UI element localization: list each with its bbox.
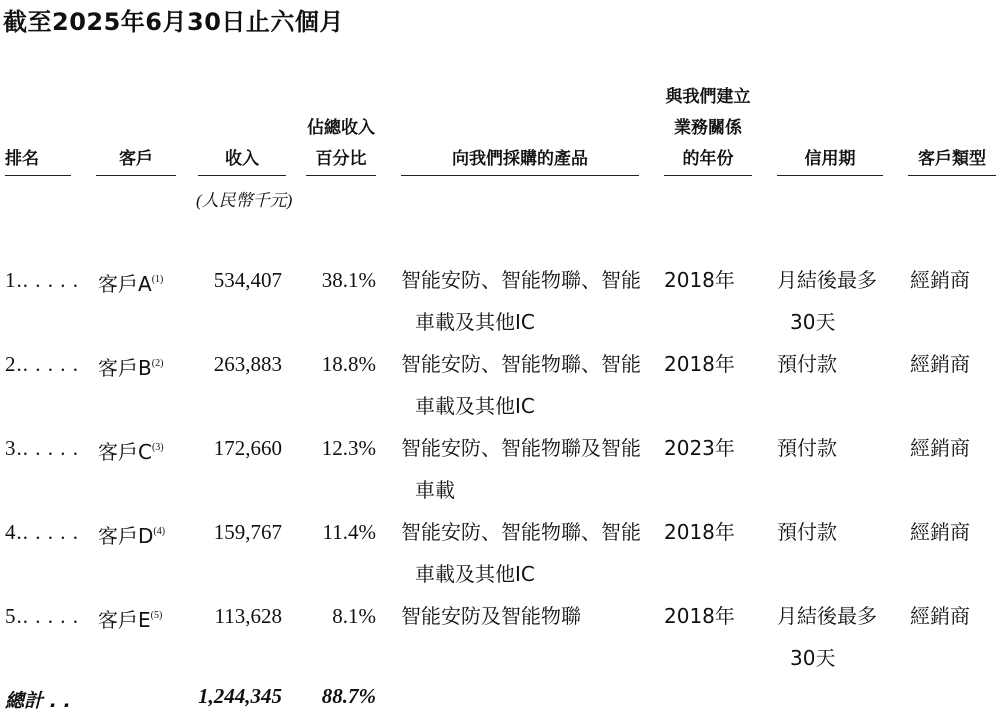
row-year: 2018年 <box>664 352 735 376</box>
row-customer-type: 經銷商 <box>910 604 970 628</box>
total-label: 總計 . . <box>5 690 71 712</box>
header-year-line2: 業務關係 <box>674 118 742 138</box>
row-customer: 客戶$E^{(5)}$ <box>98 608 163 632</box>
row-revenue: 172,660 <box>213 436 282 460</box>
row-revenue: 113,628 <box>214 604 282 628</box>
row-customer-type: 經銷商 <box>910 436 970 460</box>
header-rule-rank <box>5 175 71 176</box>
row-rank: 2.. . . . . <box>5 352 79 376</box>
row-products-line1: 智能安防、智能物聯、智能 <box>401 520 641 544</box>
row-credit-line1: 月結後最多 <box>777 604 877 628</box>
header-customer-type: 客戶類型 <box>918 149 986 169</box>
row-percentage: 8.1% <box>332 604 376 628</box>
header-rule-year <box>664 175 752 176</box>
row-year: 2018年 <box>664 604 735 628</box>
row-credit-line2: 30天 <box>790 310 836 334</box>
row-credit-line1: 預付款 <box>777 436 837 460</box>
row-customer-type: 經銷商 <box>910 352 970 376</box>
row-percentage: 12.3% <box>321 436 376 460</box>
header-year-line3: 的年份 <box>682 149 734 169</box>
row-year: 2018年 <box>664 268 735 292</box>
row-credit-line1: 月結後最多 <box>777 268 877 292</box>
header-rule-credit <box>777 175 883 176</box>
header-rule-customer-type <box>908 175 996 176</box>
header-year-line1: 與我們建立 <box>665 87 751 107</box>
row-products-line1: 智能安防、智能物聯、智能 <box>401 352 641 376</box>
row-products-line2: 車載 <box>415 478 455 502</box>
row-customer: 客戶$C^{(3)}$ <box>98 440 164 464</box>
row-products-line2: 車載及其他IC <box>415 562 535 586</box>
total-percentage: 88.7% <box>321 684 376 708</box>
row-rank: 4.. . . . . <box>5 520 79 544</box>
header-rank: 排名 <box>5 149 39 169</box>
header-products: 向我們採購的產品 <box>452 149 588 169</box>
header-pct-line1: 佔總收入 <box>307 118 375 138</box>
row-rank: 3.. . . . . <box>5 436 79 460</box>
row-revenue: 263,883 <box>213 352 282 376</box>
row-percentage: 11.4% <box>322 520 376 544</box>
row-year: 2023年 <box>664 436 735 460</box>
page-title: 截至2025年6月30日止六個月 <box>3 8 344 36</box>
header-rule-products <box>401 175 639 176</box>
row-credit-line1: 預付款 <box>777 520 837 544</box>
row-customer-type: 經銷商 <box>910 520 970 544</box>
row-percentage: 38.1% <box>321 268 376 292</box>
revenue-unit: (人民幣千元) <box>196 191 293 210</box>
row-products-line1: 智能安防及智能物聯 <box>401 604 581 628</box>
header-rule-customer <box>96 175 176 176</box>
row-customer: 客戶$D^{(4)}$ <box>98 524 166 548</box>
row-customer-type: 經銷商 <box>910 268 970 292</box>
header-rule-revenue <box>198 175 286 176</box>
header-credit: 信用期 <box>804 149 856 169</box>
row-products-line2: 車載及其他IC <box>415 310 535 334</box>
header-rule-pct <box>306 175 376 176</box>
row-credit-line1: 預付款 <box>777 352 837 376</box>
row-credit-line2: 30天 <box>790 646 836 670</box>
header-revenue: 收入 <box>225 149 259 169</box>
row-revenue: 159,767 <box>213 520 282 544</box>
row-customer: 客戶$A^{(1)}$ <box>98 272 164 296</box>
row-year: 2018年 <box>664 520 735 544</box>
row-customer: 客戶$B^{(2)}$ <box>98 356 164 380</box>
total-revenue: 1,244,345 <box>198 684 282 708</box>
header-pct-line2: 百分比 <box>315 149 367 169</box>
row-rank: 5.. . . . . <box>5 604 79 628</box>
header-customer: 客戶 <box>119 149 153 169</box>
row-revenue: 534,407 <box>213 268 282 292</box>
row-percentage: 18.8% <box>321 352 376 376</box>
row-rank: 1.. . . . . <box>5 268 79 292</box>
row-products-line1: 智能安防、智能物聯、智能 <box>401 268 641 292</box>
row-products-line2: 車載及其他IC <box>415 394 535 418</box>
row-products-line1: 智能安防、智能物聯及智能 <box>401 436 641 460</box>
